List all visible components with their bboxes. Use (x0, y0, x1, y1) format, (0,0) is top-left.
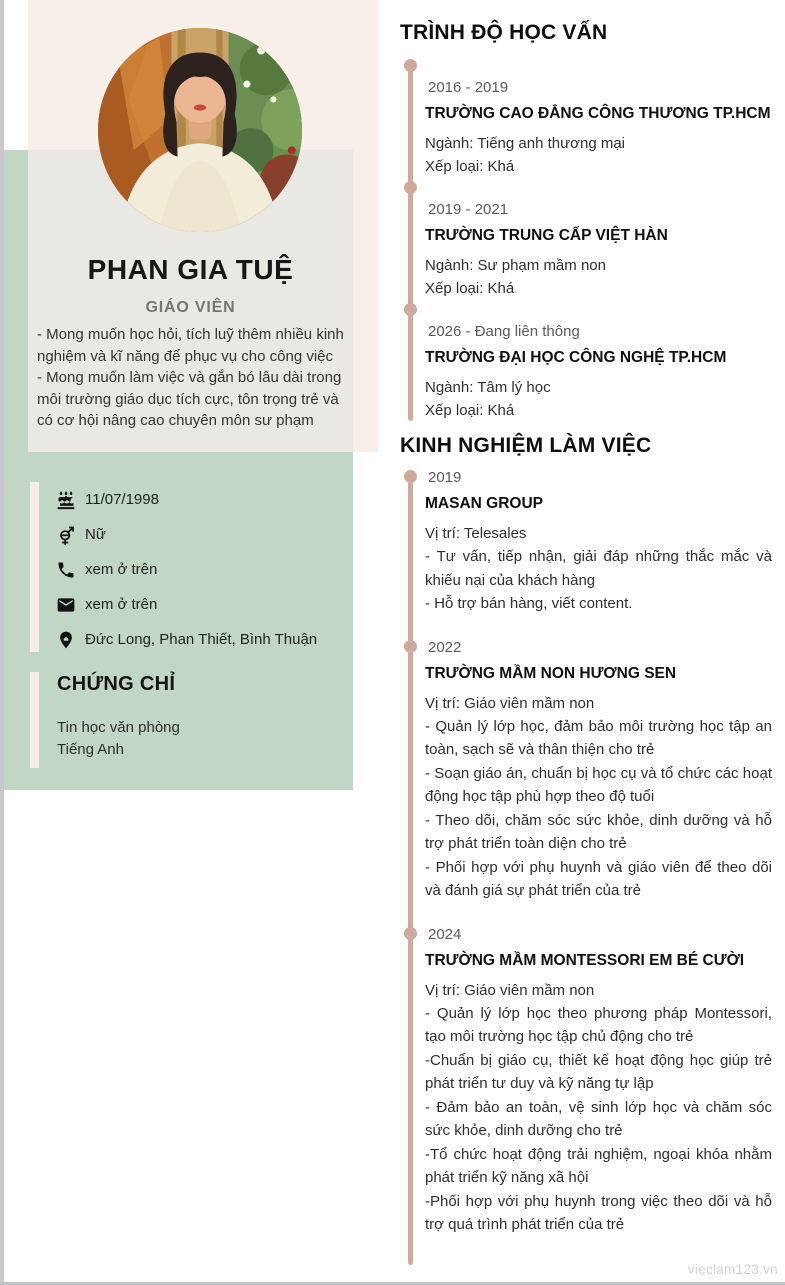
education-period: 2026 - Đang liên thông (428, 323, 580, 340)
experience-role: Vị trí: Giáo viên mầm non (425, 981, 595, 999)
profile-photo (98, 28, 302, 232)
experience-detail: - Quản lý lớp học theo phương pháp Montessori, tạo môi trường học tập chủ động cho trẻ (425, 1004, 772, 1045)
experience-detail: - Theo dõi, chăm sóc sức khỏe, dinh dưỡng và hỗ trợ phát triển toàn diện cho trẻ (425, 811, 772, 852)
education-entry (425, 322, 772, 422)
contact-row-gender (30, 517, 340, 552)
certificates-accent-bar (30, 672, 39, 768)
contact-row-birthday (30, 482, 340, 517)
experience-detail: - Tư vấn, tiếp nhận, giải đáp những thắc mắc và khiếu nại của khách hàng (425, 548, 772, 589)
site-watermark: vieclam123.vn (687, 1262, 778, 1277)
experience-entry (425, 638, 772, 903)
objective-line: - Mong muốn làm việc và gắn bó lâu dài trong môi trường giáo dục tích cực, tôn trọng trẻ và có cơ hội nâng cao chuyên môn sư phạm (37, 369, 342, 429)
certificate-item: Tin học văn phòng (57, 719, 180, 736)
cake-icon (56, 490, 76, 510)
education-entry (425, 78, 772, 178)
experience-period: 2019 (428, 469, 462, 486)
email-value: xem ở trên (85, 596, 158, 613)
candidate-name: PHAN GIA TUỆ (87, 254, 294, 285)
education-school: TRƯỜNG ĐẠI HỌC CÔNG NGHỆ TP.HCM (425, 349, 727, 366)
contact-row-email (30, 587, 340, 622)
gender-value: Nữ (85, 526, 106, 543)
experience-role: Vị trí: Telesales (425, 525, 527, 542)
location-icon (56, 630, 76, 650)
education-timeline (400, 78, 772, 422)
phone-icon (56, 560, 76, 580)
experience-heading: KINH NGHIỆM LÀM VIỆC (400, 434, 652, 457)
gender-icon (56, 525, 76, 545)
education-major: Ngành: Tiếng anh thương mại (425, 135, 626, 152)
phone-value: xem ở trên (85, 561, 158, 578)
education-school: TRƯỜNG CAO ĐẲNG CÔNG THƯƠNG TP.HCM (425, 105, 771, 122)
certificate-item: Tiếng Anh (57, 741, 124, 758)
education-school: TRƯỜNG TRUNG CẤP VIỆT HÀN (425, 227, 668, 244)
objective-line: - Mong muốn học hỏi, tích luỹ thêm nhiều kinh nghiệm và kĩ năng để phục vụ cho công việc (37, 326, 344, 365)
experience-company: TRƯỜNG MẦM MONTESSORI EM BÉ CƯỜI (425, 951, 745, 969)
main-column (400, 21, 772, 1237)
education-grade: Xếp loại: Khá (425, 158, 515, 175)
experience-detail: -Phối hợp với phụ huynh trong việc theo dõi và hỗ trợ quá trình phát triển của trẻ (425, 1192, 772, 1233)
career-objective (37, 324, 347, 432)
education-period: 2016 - 2019 (428, 79, 509, 96)
address-value: Đức Long, Phan Thiết, Bình Thuận (85, 631, 318, 648)
experience-period: 2024 (428, 925, 462, 943)
experience-detail: - Đảm bảo an toàn, vệ sinh lớp học và chăm sóc sức khỏe, dinh dưỡng cho trẻ (425, 1098, 772, 1139)
experience-detail: -Chuẩn bị giáo cụ, thiết kế hoạt động học giúp trẻ phát triển tư duy và kỹ năng tự lập (425, 1051, 772, 1092)
education-grade: Xếp loại: Khá (425, 402, 515, 419)
experience-detail: - Hỗ trợ bán hàng, viết content. (425, 595, 633, 612)
education-entry (425, 200, 772, 300)
experience-entry (425, 468, 772, 616)
experience-company: MASAN GROUP (425, 495, 543, 512)
experience-period: 2022 (428, 638, 462, 656)
certificates-list (57, 717, 180, 761)
certificates-heading: CHỨNG CHỈ (57, 673, 176, 695)
experience-company: TRƯỜNG MẦM NON HƯƠNG SEN (425, 664, 677, 682)
experience-timeline (400, 468, 772, 1237)
experience-detail: - Phối hợp với phụ huynh và giáo viên để theo dõi và đánh giá sự phát triển của trẻ (425, 858, 772, 899)
education-heading: TRÌNH ĐỘ HỌC VẤN (400, 21, 608, 44)
education-grade: Xếp loại: Khá (425, 280, 515, 297)
contact-row-address (30, 622, 340, 657)
candidate-title: GIÁO VIÊN (145, 299, 236, 316)
mail-icon (56, 595, 76, 615)
experience-detail: - Quản lý lớp học, đảm bảo môi trường học tập an toàn, sạch sẽ và thân thiện cho trẻ (425, 717, 772, 758)
education-period: 2019 - 2021 (428, 201, 509, 218)
education-major: Ngành: Sư phạm mầm non (425, 257, 606, 274)
experience-detail: - Soạn giáo án, chuẩn bị học cụ và tổ chức các hoạt động học tập phù hợp theo độ tuổi (425, 764, 772, 805)
experience-role: Vị trí: Giáo viên mầm non (425, 694, 595, 712)
contact-row-phone (30, 552, 340, 587)
contact-list (30, 482, 340, 657)
experience-detail: -Tổ chức hoạt động trải nghiệm, ngoại khóa nhằm phát triển kỹ năng xã hội (425, 1145, 772, 1186)
birthday-value: 11/07/1998 (85, 491, 159, 508)
experience-entry (425, 925, 772, 1237)
education-major: Ngành: Tâm lý học (425, 379, 551, 396)
